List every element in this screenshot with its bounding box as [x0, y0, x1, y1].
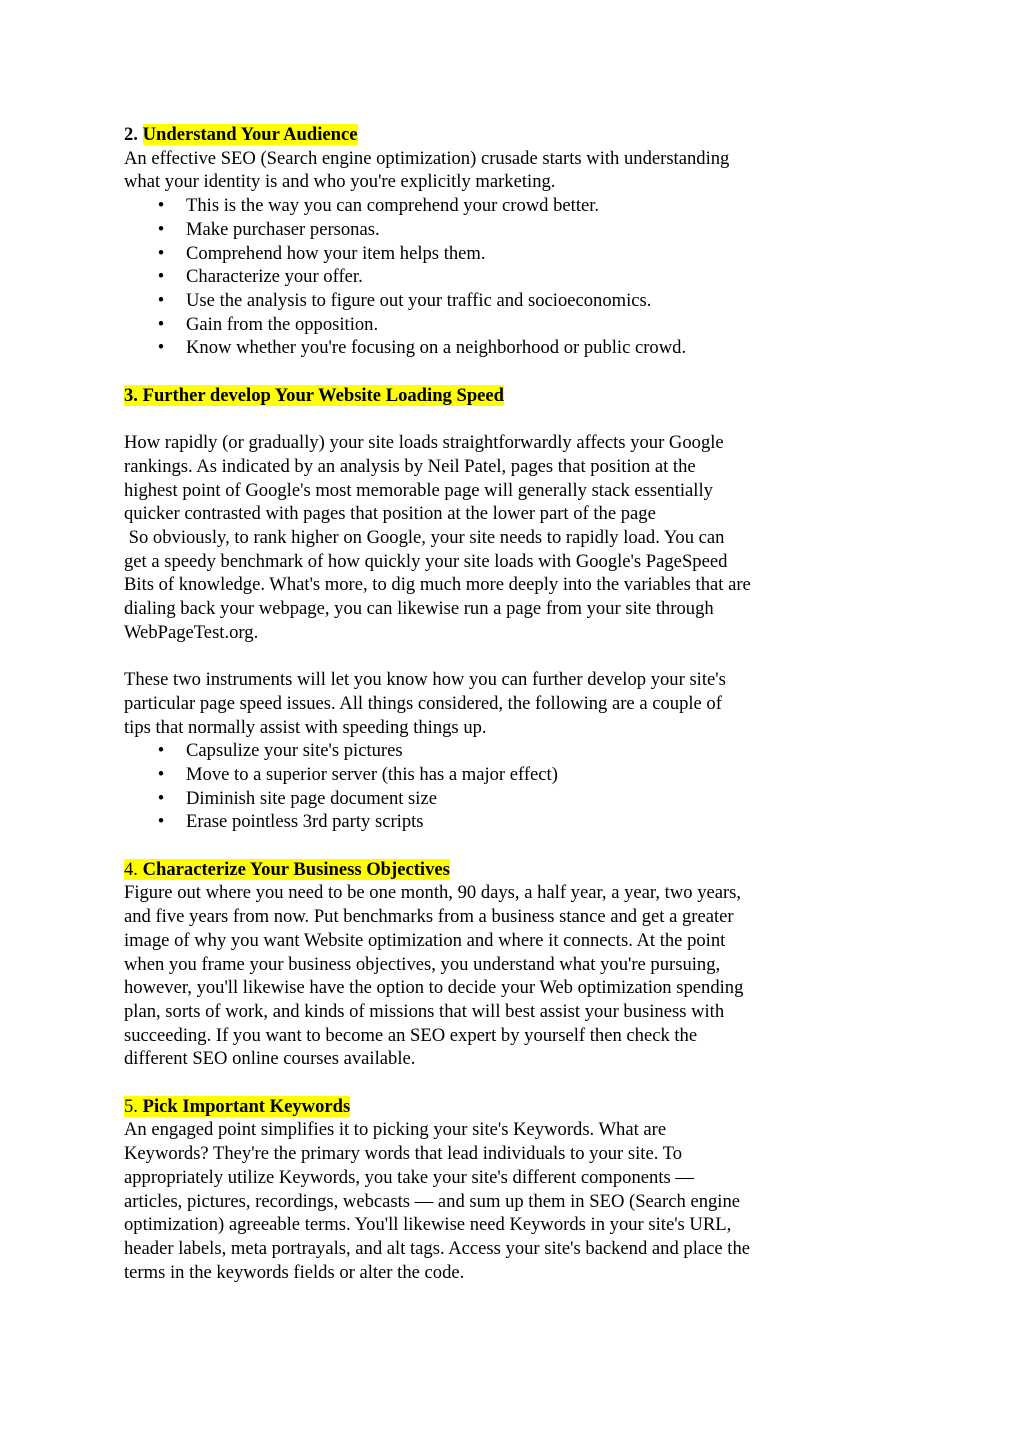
paragraph-line: get a speedy benchmark of how quickly your site loads with Google's PageSpeed	[124, 550, 728, 572]
list-item-text: Diminish site page document size	[186, 787, 437, 809]
paragraph-line: terms in the keywords fields or alter the code.	[124, 1261, 465, 1283]
paragraph-line: These two instruments will let you know how you can further develop your site's	[124, 669, 726, 691]
paragraph-line: quicker contrasted with pages that position at the lower part of the page	[124, 503, 656, 525]
list-item	[124, 739, 834, 763]
list-item	[124, 810, 834, 834]
paragraph-line: WebPageTest.org.	[124, 621, 259, 643]
section-title: Characterize Your Business Objectives	[142, 858, 450, 880]
list-item	[124, 787, 834, 811]
paragraph-line: tips that normally assist with speeding things up.	[124, 716, 487, 738]
paragraph-line: different SEO online courses available.	[124, 1048, 416, 1070]
section-heading	[124, 123, 834, 147]
paragraph-line: dialing back your webpage, you can likewise run a page from your site through	[124, 598, 714, 620]
list-item-text: Move to a superior server (this has a major effect)	[186, 763, 558, 785]
paragraph-line: however, you'll likewise have the option to decide your Web optimization spending	[124, 977, 744, 999]
paragraph-line: highest point of Google's most memorable page will generally stack essentially	[124, 479, 713, 501]
paragraph	[124, 668, 834, 739]
list-item	[124, 242, 834, 266]
bullet-list	[124, 739, 834, 834]
section-understand-audience	[124, 123, 834, 360]
list-item-text: Characterize your offer.	[186, 266, 363, 288]
section-loading-speed	[124, 384, 834, 834]
list-item-text: Capsulize your site's pictures	[186, 740, 403, 762]
list-item	[124, 194, 834, 218]
list-item-text: Gain from the opposition.	[186, 313, 379, 335]
bullet-icon: •	[157, 787, 165, 809]
list-item-text: Know whether you're focusing on a neighborhood or public crowd.	[186, 337, 687, 359]
paragraph-line: articles, pictures, recordings, webcasts — and sum up them in SEO (Search engine	[124, 1190, 741, 1212]
list-item-text: Make purchaser personas.	[186, 218, 380, 240]
bullet-list	[124, 194, 834, 360]
paragraph-line: and five years from now. Put benchmarks from a business stance and get a greater	[124, 906, 734, 928]
paragraph-line: optimization) agreeable terms. You'll likewise need Keywords in your site's URL,	[124, 1214, 732, 1236]
bullet-icon: •	[157, 289, 165, 311]
list-item	[124, 313, 834, 337]
section-number: 5.	[124, 1095, 143, 1117]
paragraph-line: image of why you want Website optimization and where it connects. At the point	[124, 929, 726, 951]
paragraph-line: Keywords? They're the primary words that lead individuals to your site. To	[124, 1143, 683, 1165]
section-heading	[124, 384, 834, 408]
paragraph-line: when you frame your business objectives, you understand what you're pursuing,	[124, 953, 721, 975]
section-number: 4.	[124, 858, 143, 880]
bullet-icon: •	[157, 242, 165, 264]
paragraph-line: appropriately utilize Keywords, you take your site's different components —	[124, 1166, 694, 1188]
section-heading	[124, 858, 834, 882]
section-title: Understand Your Audience	[142, 124, 358, 145]
paragraph-line: what your identity is and who you're explicitly marketing.	[124, 171, 556, 193]
bullet-icon: •	[157, 337, 165, 359]
paragraph-line: So obviously, to rank higher on Google, your site needs to rapidly load. You can	[124, 526, 725, 548]
bullet-icon: •	[157, 218, 165, 240]
paragraph-line: particular page speed issues. All things considered, the following are a couple of	[124, 692, 722, 714]
list-item	[124, 289, 834, 313]
paragraph-line: rankings. As indicated by an analysis by Neil Patel, pages that position at the	[124, 455, 696, 477]
bullet-icon: •	[157, 763, 165, 785]
section-pick-keywords	[124, 1095, 834, 1285]
section-heading	[124, 1095, 834, 1119]
list-item-text: Erase pointless 3rd party scripts	[186, 811, 424, 833]
paragraph-line: An engaged point simplifies it to picking your site's Keywords. What are	[124, 1119, 667, 1141]
list-item	[124, 265, 834, 289]
paragraph-line: How rapidly (or gradually) your site loads straightforwardly affects your Google	[124, 432, 724, 454]
paragraph-line: An effective SEO (Search engine optimization) crusade starts with understanding	[124, 147, 730, 169]
paragraph-line: header labels, meta portrayals, and alt tags. Access your site's backend and place the	[124, 1237, 751, 1259]
list-item	[124, 218, 834, 242]
list-item	[124, 336, 834, 360]
paragraph-line: succeeding. If you want to become an SEO expert by yourself then check the	[124, 1024, 698, 1046]
document-page	[124, 123, 834, 1284]
bullet-icon: •	[157, 740, 165, 762]
paragraph-line: Figure out where you need to be one month, 90 days, a half year, a year, two years,	[124, 882, 742, 904]
list-item-text: Comprehend how your item helps them.	[186, 242, 486, 264]
bullet-icon: •	[157, 195, 165, 217]
list-item-text: This is the way you can comprehend your crowd better.	[186, 195, 600, 217]
bullet-icon: •	[157, 266, 165, 288]
section-title: 3. Further develop Your Website Loading Speed	[124, 384, 505, 406]
list-item	[124, 763, 834, 787]
section-number: 2.	[124, 124, 143, 145]
section-business-objectives	[124, 858, 834, 1071]
bullet-icon: •	[157, 811, 165, 833]
section-title: Pick Important Keywords	[142, 1095, 351, 1117]
paragraph-line: plan, sorts of work, and kinds of missions that will best assist your business with	[124, 1000, 725, 1022]
bullet-icon: •	[157, 313, 165, 335]
list-item-text: Use the analysis to figure out your traffic and socioeconomics.	[186, 289, 652, 311]
paragraph-line: Bits of knowledge. What's more, to dig much more deeply into the variables that are	[124, 574, 751, 596]
paragraph	[124, 431, 834, 644]
